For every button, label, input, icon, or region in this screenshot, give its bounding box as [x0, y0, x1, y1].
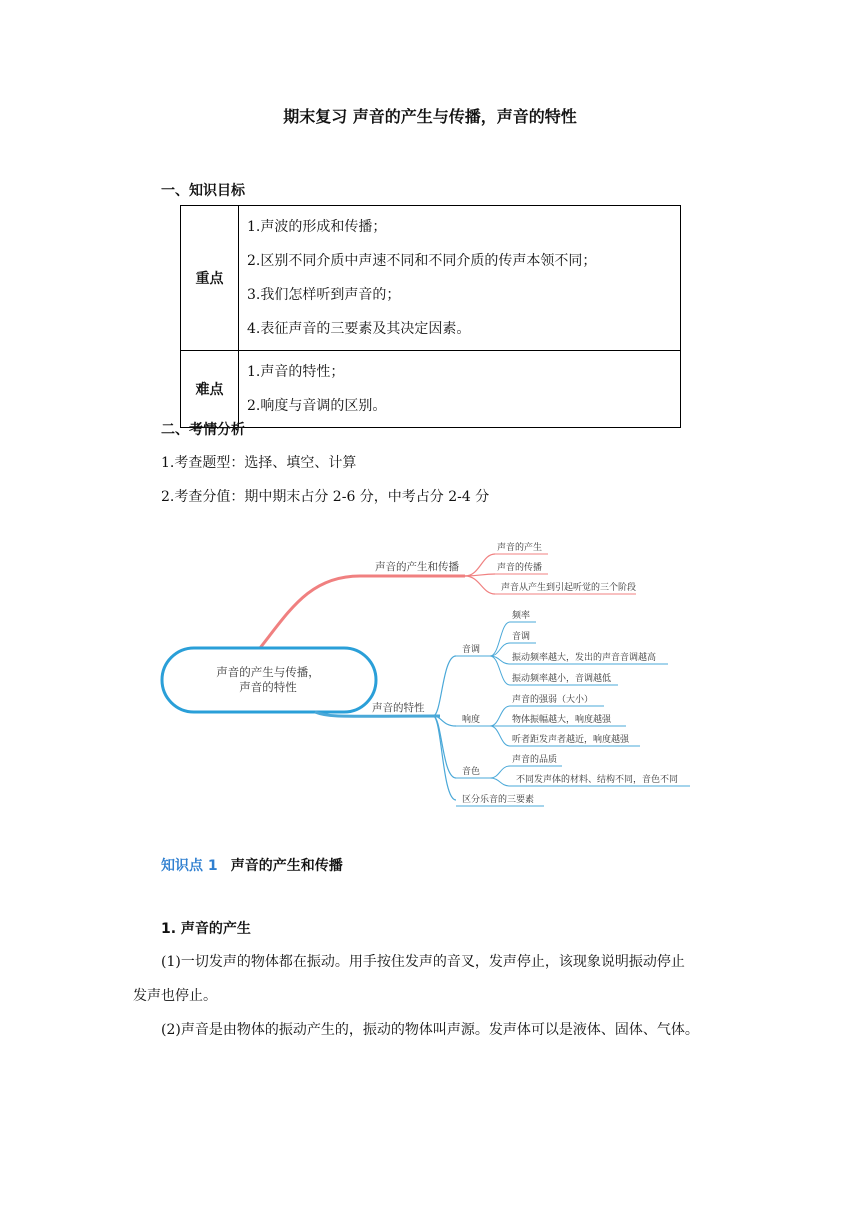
pitch-leaf: 频率: [512, 611, 531, 621]
branch1-sub-connector: [465, 554, 495, 576]
pitch-leaf: 振动频率越大，发出的声音音调越高: [512, 653, 657, 663]
pitch-connector: [490, 622, 510, 656]
list-item: 4.表征声音的三要素及其决定因素。: [247, 321, 471, 337]
table-row: [181, 351, 681, 428]
row-label: 难点: [181, 351, 239, 428]
branch2-label: 声音的特性: [372, 702, 425, 714]
branch1-leaf: 声音的传播: [497, 563, 543, 573]
pitch-connector: [490, 643, 510, 656]
knowledge-point-title: 声音的产生和传播: [230, 858, 343, 874]
branch1-sub-connector: [465, 576, 495, 594]
list-item: 1.声音的特性；: [247, 364, 345, 380]
exam-score-line: 2.考查分值：期中期末占分 2-6 分，中考占分 2-4 分: [161, 489, 490, 505]
section1-heading: 一、知识目标: [161, 183, 245, 199]
loudness-leaf: 物体振幅越大，响度越强: [512, 715, 612, 725]
timbre-label: 音色: [462, 767, 481, 777]
goals-table: [180, 205, 681, 428]
loudness-connector: [490, 726, 510, 746]
row-label: 重点: [181, 206, 239, 351]
para2: (2)声音是由物体的振动产生的，振动的物体叫声源。发声体可以是液体、固体、气体。: [161, 1022, 699, 1038]
center-label-line1: 声音的产生与传播，: [216, 665, 320, 679]
branch2-sub-connector: [433, 656, 456, 716]
timbre-leaf: 声音的品质: [512, 755, 558, 765]
row-items: [239, 351, 681, 428]
knowledge-point-label: 知识点 1: [161, 858, 218, 874]
section2-heading: 二、考情分析: [161, 422, 245, 438]
exam-type-line: 1.考查题型：选择、填空、计算: [161, 455, 357, 471]
para1-line1: (1)一切发声的物体都在振动。用手按住发声的音叉，发声停止，该现象说明振动停止: [161, 954, 685, 970]
timbre-connector: [490, 766, 510, 778]
branch2-other-leaf: 区分乐音的三要素: [462, 795, 535, 805]
branch1-leaf: 声音从产生到引起听觉的三个阶段: [501, 583, 637, 593]
pitch-leaf: 振动频率越小，音调越低: [512, 674, 612, 684]
center-label-line2: 声音的特性: [239, 680, 297, 694]
mind-map: [150, 530, 710, 815]
loudness-connector: [490, 706, 510, 726]
list-item: 3.我们怎样听到声音的；: [247, 287, 401, 303]
branch1-leaf: 声音的产生: [497, 543, 543, 553]
pitch-label: 音调: [462, 645, 481, 655]
table-row: [181, 206, 681, 351]
branch1-label: 声音的产生和传播: [375, 561, 459, 573]
loudness-leaf: 听者距发声者越近，响度越强: [512, 735, 630, 745]
list-item: 2.响度与音调的区别。: [247, 398, 387, 414]
loudness-label: 响度: [462, 715, 481, 725]
page-title: 期末复习 声音的产生与传播，声音的特性: [283, 107, 577, 126]
list-item: 1.声波的形成和传播；: [247, 219, 387, 235]
timbre-connector: [490, 778, 510, 786]
branch1-connector: [260, 576, 465, 648]
timbre-leaf: 不同发声体的材料、结构不同，音色不同: [516, 775, 679, 785]
knowledge-point-heading: [161, 855, 343, 875]
pitch-leaf: 音调: [512, 632, 531, 642]
loudness-leaf: 声音的强弱（大小）: [512, 695, 594, 705]
para1-line2: 发声也停止。: [133, 988, 217, 1004]
list-item: 2.区别不同介质中声速不同和不同介质的传声本领不同；: [247, 253, 597, 269]
sub1-heading: 1. 声音的产生: [161, 921, 251, 937]
row-items: [239, 206, 681, 351]
